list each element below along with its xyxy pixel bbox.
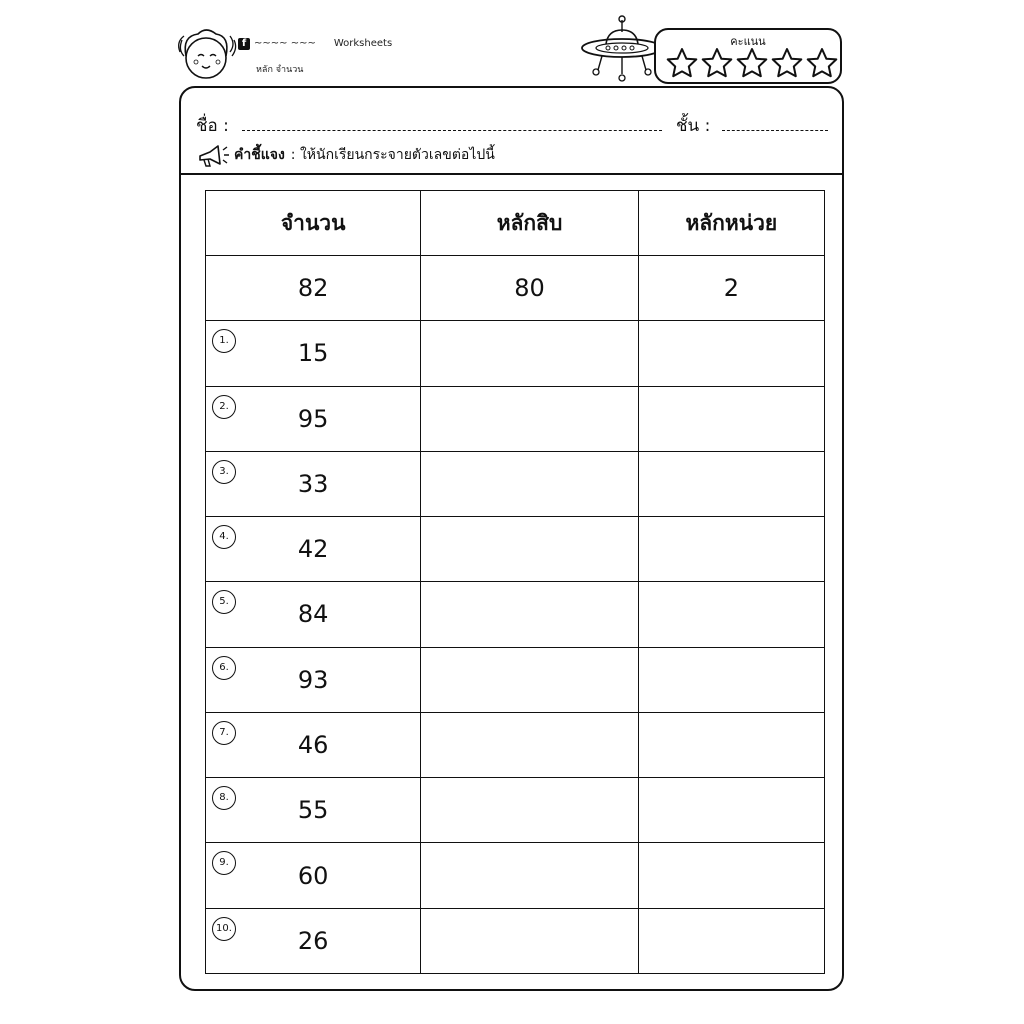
name-label: ชื่อ : [196,116,229,136]
units-answer-cell[interactable] [638,386,824,451]
tens-answer-cell[interactable] [421,778,638,843]
number-value: 84 [297,600,329,629]
example-row [206,256,825,321]
class-field[interactable] [722,130,828,131]
instruction-text: : ให้นักเรียนกระจายตัวเลขต่อไปนี้ [290,147,495,163]
number-value: 15 [297,339,329,368]
star-icon [773,49,802,76]
tens-answer-cell[interactable] [421,712,638,777]
facebook-icon: f [238,38,250,50]
tens-answer-cell[interactable] [421,908,638,973]
number-value: 93 [297,665,329,694]
units-answer-cell[interactable] [638,517,824,582]
item-index: 6. [212,656,236,680]
star-icon [668,49,697,76]
number-cell [206,908,421,973]
girl-logo-icon [172,22,240,84]
example-units: 2 [638,256,824,321]
class-label: ชั้น : [676,116,711,136]
units-answer-cell[interactable] [638,647,824,712]
brand-label: f ~~~~ ~~~ Worksheets [238,38,392,50]
number-cell [206,843,421,908]
number-value: 26 [297,926,329,955]
instruction-label: คำชี้แจง [234,147,285,163]
number-cell [206,712,421,777]
number-value: 33 [297,469,329,498]
tens-answer-cell[interactable] [421,451,638,516]
units-answer-cell[interactable] [638,778,824,843]
table-header-row [206,191,825,256]
number-cell [206,582,421,647]
star-icon [808,49,837,76]
table-row [206,908,825,973]
table-row [206,712,825,777]
item-index: 3. [212,460,236,484]
table-row [206,321,825,386]
star-icon [738,49,767,76]
item-index: 2. [212,395,236,419]
instruction [196,142,495,168]
units-answer-cell[interactable] [638,712,824,777]
number-value: 42 [297,535,329,564]
score-stars[interactable] [664,44,842,82]
number-value: 46 [297,730,329,759]
number-cell [206,386,421,451]
units-answer-cell[interactable] [638,582,824,647]
number-cell [206,517,421,582]
units-answer-cell[interactable] [638,908,824,973]
topic-label: หลัก จำนวน [256,65,304,75]
number-value: 55 [297,796,329,825]
table-row [206,778,825,843]
table-row [206,517,825,582]
number-cell [206,321,421,386]
units-answer-cell[interactable] [638,843,824,908]
item-index: 1. [212,329,236,353]
item-index: 7. [212,721,236,745]
example-tens: 80 [421,256,638,321]
tens-answer-cell[interactable] [421,321,638,386]
header-units: หลักหน่วย [638,191,824,256]
item-index: 5. [212,590,236,614]
header-tens: หลักสิบ [421,191,638,256]
number-cell [206,451,421,516]
number-value: 95 [297,404,329,433]
header-number: จำนวน [206,191,421,256]
number-cell [206,647,421,712]
tens-answer-cell[interactable] [421,386,638,451]
number-value: 60 [297,861,329,890]
table-row [206,843,825,908]
score-box [654,28,842,84]
star-icon [703,49,732,76]
tens-answer-cell[interactable] [421,582,638,647]
item-index: 10. [212,917,236,941]
item-index: 4. [212,525,236,549]
table-row [206,451,825,516]
number-cell [206,778,421,843]
tens-answer-cell[interactable] [421,517,638,582]
tens-answer-cell[interactable] [421,843,638,908]
table-row [206,647,825,712]
table-row [206,386,825,451]
score-label: คะแนน [730,35,766,48]
example-number: 82 [206,256,421,321]
megaphone-icon [196,142,230,168]
units-answer-cell[interactable] [638,451,824,516]
card-divider [179,173,844,175]
decomposition-table [205,190,825,974]
item-index: 8. [212,786,236,810]
name-field[interactable] [242,130,662,131]
table-row [206,582,825,647]
units-answer-cell[interactable] [638,321,824,386]
item-index: 9. [212,851,236,875]
tens-answer-cell[interactable] [421,647,638,712]
